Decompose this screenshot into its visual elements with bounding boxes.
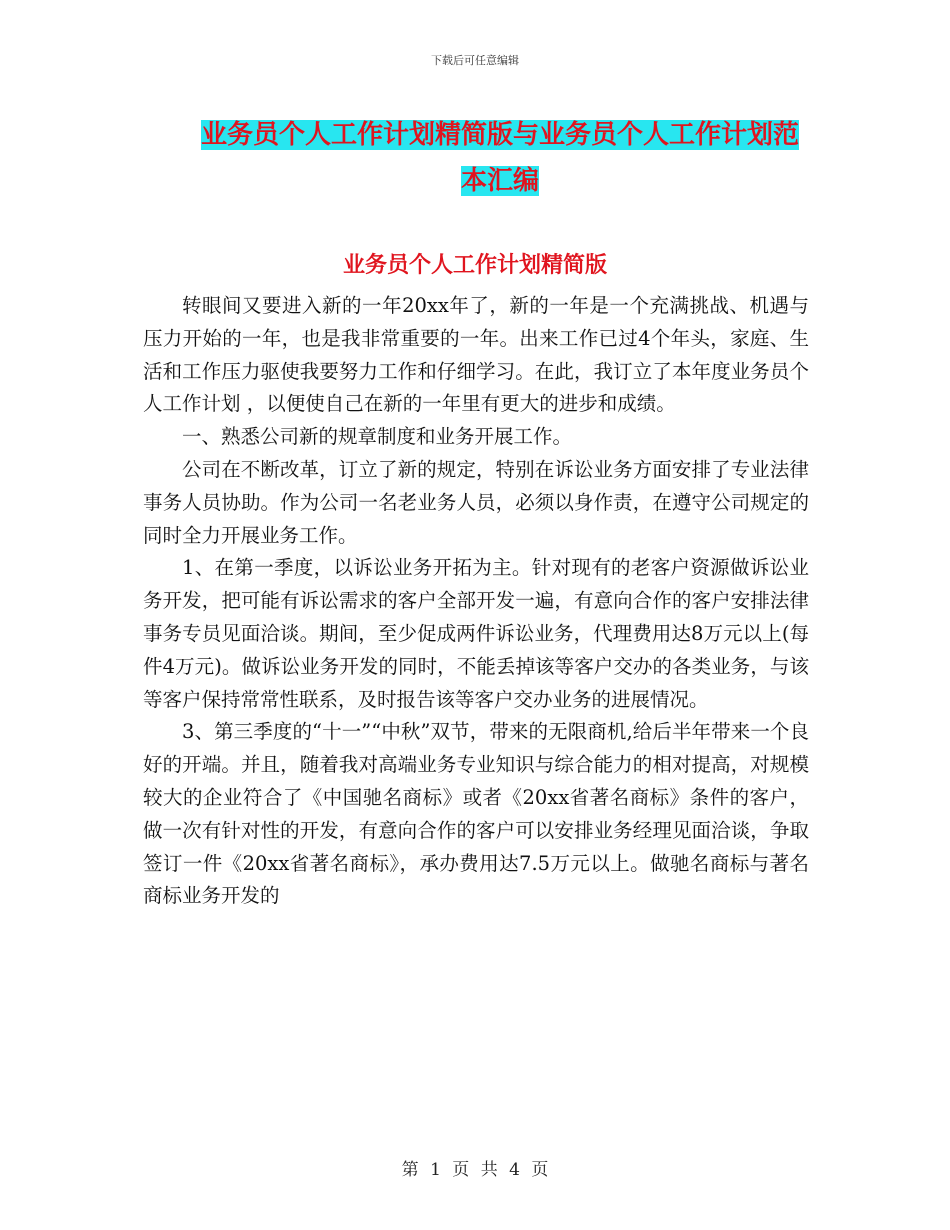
title-line-2-text: 本汇编 <box>460 166 539 196</box>
document-title <box>140 112 860 204</box>
section-title: 业务员个人工作计划精简版 <box>342 252 607 278</box>
paragraph-company-reform: 公司在不断改革，订立了新的规定，特别在诉讼业务方面安排了专业法律事务人员协助。作为公司一名老业务人员，必须以身作责，在遵守公司规定的同时全力开展业务工作。 <box>143 457 809 547</box>
document-title-line-2 <box>140 158 860 204</box>
paragraph-intro: 转眼间又要进入新的一年20xx年了，新的一年是一个充满挑战、机遇与压力开始的一年，也是我非常重要的一年。出来工作已过4个年头，家庭、生活和工作压力驱使我要努力工作和仔细学习。在此，我订立了本年度业务员个人工作计划 ，以便使自己在新的一年里有更大的进步和成绩。 <box>143 294 809 416</box>
title-line-1-text: 业务员个人工作计划精简版与业务员个人工作计划范 <box>200 120 799 150</box>
page-header-note: 下载后可任意编辑 <box>431 54 519 67</box>
paragraph-q3-plan: 3、第三季度的“十一”“中秋”双节，带来的无限商机,给后半年带来一个良好的开端。并且，随着我对高端业务专业知识与综合能力的相对提高，对规模较大的企业符合了《中国驰名商标》或者《20xx省著名商标》条件的客户，做一次有针对性的开发，有意向合作的客户可以安排业务经理见面洽谈，争取签订一件《20xx省著名商标》，承办费用达7.5万元以上。做驰名商标与著名商标业务开发的 <box>143 720 809 908</box>
page-number-footer: 第 1 页 共 4 页 <box>401 1160 549 1180</box>
paragraph-heading-1: 一、熟悉公司新的规章制度和业务开展工作。 <box>182 425 573 449</box>
document-title-line-1 <box>140 112 860 158</box>
paragraph-q1-plan: 1、在第一季度，以诉讼业务开拓为主。针对现有的老客户资源做诉讼业务开发，把可能有诉讼需求的客户全部开发一遍，有意向合作的客户安排法律事务专员见面洽谈。期间，至少促成两件诉讼业务，代理费用达8万元以上(每件4万元)。做诉讼业务开发的同时，不能丢掉该等客户交办的各类业务，与该等客户保持常常性联系，及时报告该等客户交办业务的进展情况。 <box>143 556 809 711</box>
document-body <box>143 290 809 913</box>
